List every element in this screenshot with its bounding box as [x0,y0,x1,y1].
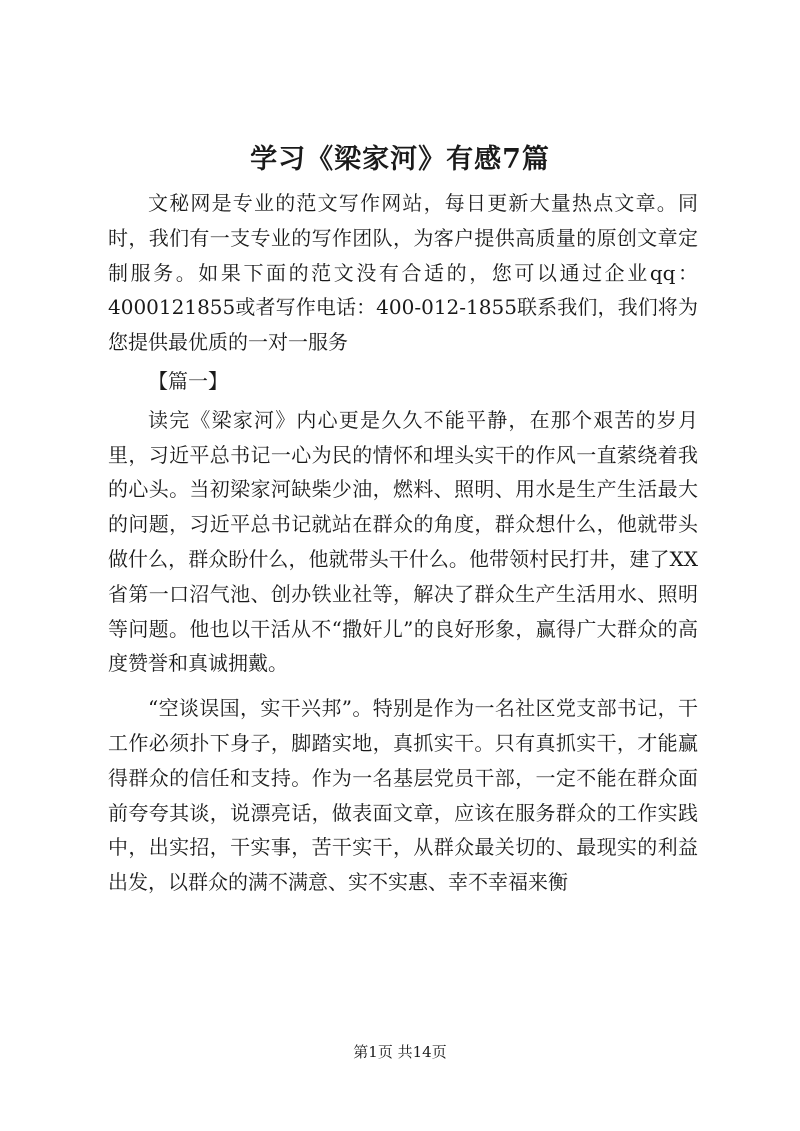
document-body [108,186,698,900]
intro-paragraph: 文秘网是专业的范文写作网站，每日更新大量热点文章。同时，我们有一支专业的写作团队，为客户提供高质量的原创文章定制服务。如果下面的范文没有合适的，您可以通过企业qq：4000121855或者写作电话：400-012-1855联系我们，我们将为您提供最优质的一对一服务 [108,191,698,355]
body-paragraph-2: “空谈误国，实干兴邦”。特别是作为一名社区党支部书记，干工作必须扑下身子，脚踏实地，真抓实干。只有真抓实干，才能赢得群众的信任和支持。作为一名基层党员干部，一定不能在群众面前夸夸其谈，说漂亮话，做表面文章，应该在服务群众的工作实践中，出实招，干实事，苦干实干，从群众最关切的、最现实的利益出发，以群众的满不满意、实不实惠、幸不幸福来衡 [108,696,698,895]
section-heading: 【篇一】 [148,368,228,393]
body-paragraph-1: 读完《梁家河》内心更是久久不能平静，在那个艰苦的岁月里，习近平总书记一心为民的情怀和埋头实干的作风一直萦绕着我的心头。当初梁家河缺柴少油，燃料、照明、用水是生产生活最大的问题，习近平总书记就站在群众的角度，群众想什么，他就带头做什么，群众盼什么，他就带头干什么。他带领村民打井，建了XX省第一口沼气池、创办铁业社等，解决了群众生产生活用水、照明等问题。他也以干活从不“撒奸儿”的良好形象，赢得广大群众的高度赞誉和真诚拥戴。 [108,407,698,676]
document-title: 学习《梁家河》有感7篇 [250,144,550,175]
page-footer: 第1页 共14页 [353,1043,447,1061]
